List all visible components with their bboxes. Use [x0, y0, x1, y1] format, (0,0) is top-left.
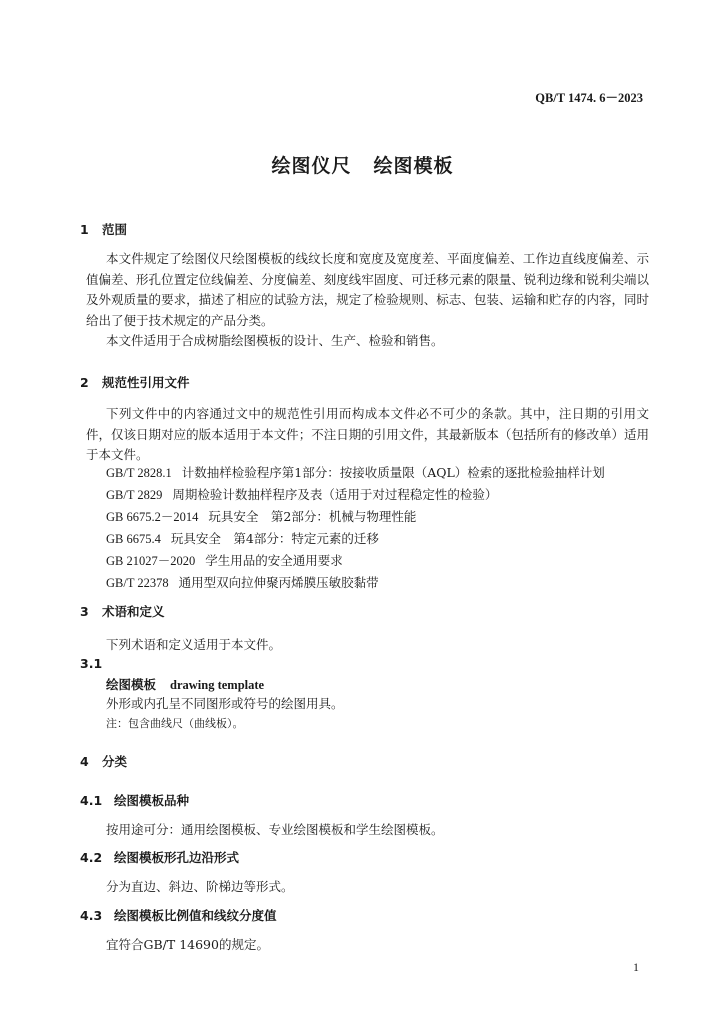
standard-code: QB/T 1474. 6－2023	[535, 91, 643, 105]
reference-code: GB/T 22378	[106, 576, 169, 590]
section-number: 4	[80, 754, 89, 769]
reference-code: GB/T 2828.1	[106, 466, 172, 480]
subsection-4-1-text: 按用途可分：通用绘图模板、专业绘图模板和学生绘图模板。	[106, 822, 444, 837]
section-title: 规范性引用文件	[102, 375, 190, 390]
reference-item	[106, 463, 605, 481]
section-title: 分类	[102, 754, 128, 769]
section-number: 3	[80, 604, 89, 619]
reference-title: 通用型双向拉伸聚丙烯膜压敏胶黏带	[178, 575, 379, 590]
section-title: 术语和定义	[102, 604, 165, 619]
reference-code: GB/T 2829	[106, 488, 163, 502]
section-1-paragraph-2: 本文件适用于合成树脂绘图模板的设计、生产、检验和销售。	[106, 333, 444, 348]
subsection-4-2-text: 分为直边、斜边、阶梯边等形式。	[106, 879, 294, 894]
subsection-number: 4.1	[80, 793, 103, 808]
reference-title: 玩具安全 第2部分：机械与物理性能	[208, 509, 417, 524]
subsection-title: 绘图模板比例值和线纹分度值	[114, 908, 277, 923]
section-1-heading	[80, 220, 127, 238]
reference-title: 周期检验计数抽样程序及表（适用于对过程稳定性的检验）	[172, 487, 498, 502]
subsection-title: 绘图模板形孔边沿形式	[114, 850, 240, 865]
subsection-4-3-heading	[80, 906, 277, 924]
section-3-intro: 下列术语和定义适用于本文件。	[106, 637, 282, 652]
term-number: 3.1	[80, 656, 103, 671]
section-1-paragraph-1: 本文件规定了绘图仪尺绘图模板的线纹长度和宽度及宽度差、平面度偏差、工作边直线度偏差、示值偏差、形孔位置定位线偏差、分度偏差、刻度线牢固度、可迁移元素的限量、锐利边缘和锐利尖端以及外观质量的要求，描述了相应的试验方法，规定了检验规则、标志、包装、运输和贮存的内容，同时给出了便于技术规定的产品分类。	[86, 251, 649, 328]
page-number: 1	[633, 960, 639, 974]
section-2-heading	[80, 373, 190, 391]
section-number: 1	[80, 222, 89, 237]
term-chinese: 绘图模板	[106, 677, 157, 692]
section-3-heading	[80, 602, 165, 620]
section-4-heading	[80, 752, 127, 770]
term-definition: 外形或内孔呈不同图形或符号的绘图用具。	[106, 696, 344, 711]
subsection-4-2-heading	[80, 848, 239, 866]
subsection-4-1-heading	[80, 791, 189, 809]
subsection-title: 绘图模板品种	[114, 793, 190, 808]
reference-item	[106, 573, 379, 591]
term-english: drawing template	[170, 678, 265, 692]
reference-item	[106, 529, 379, 547]
reference-item	[106, 507, 416, 525]
term-entry	[106, 675, 264, 693]
subsection-number: 4.3	[80, 908, 103, 923]
document-title	[0, 151, 725, 178]
reference-title: 计数抽样检验程序第1部分：按接收质量限（AQL）检索的逐批检验抽样计划	[181, 465, 605, 480]
reference-item	[106, 485, 497, 503]
section-number: 2	[80, 375, 89, 390]
title-part-1: 绘图仪尺	[271, 155, 352, 177]
reference-code: GB 6675.2－2014	[106, 510, 199, 524]
subsection-number: 4.2	[80, 850, 103, 865]
reference-title: 玩具安全 第4部分：特定元素的迁移	[170, 531, 379, 546]
section-title: 范围	[102, 222, 128, 237]
reference-item	[106, 551, 343, 569]
reference-code: GB 6675.4	[106, 532, 161, 546]
title-part-2: 绘图模板	[373, 155, 454, 177]
section-2-intro: 下列文件中的内容通过文中的规范性引用而构成本文件必不可少的条款。其中，注日期的引用文件，仅该日期对应的版本适用于本文件；不注日期的引用文件，其最新版本（包括所有的修改单）适用于本文件。	[86, 406, 649, 462]
subsection-4-3-text: 宜符合GB/T 14690的规定。	[106, 937, 269, 952]
term-note: 注：包含曲线尺（曲线板）。	[106, 717, 244, 730]
reference-title: 学生用品的安全通用要求	[205, 553, 343, 568]
reference-code: GB 21027－2020	[106, 554, 196, 568]
